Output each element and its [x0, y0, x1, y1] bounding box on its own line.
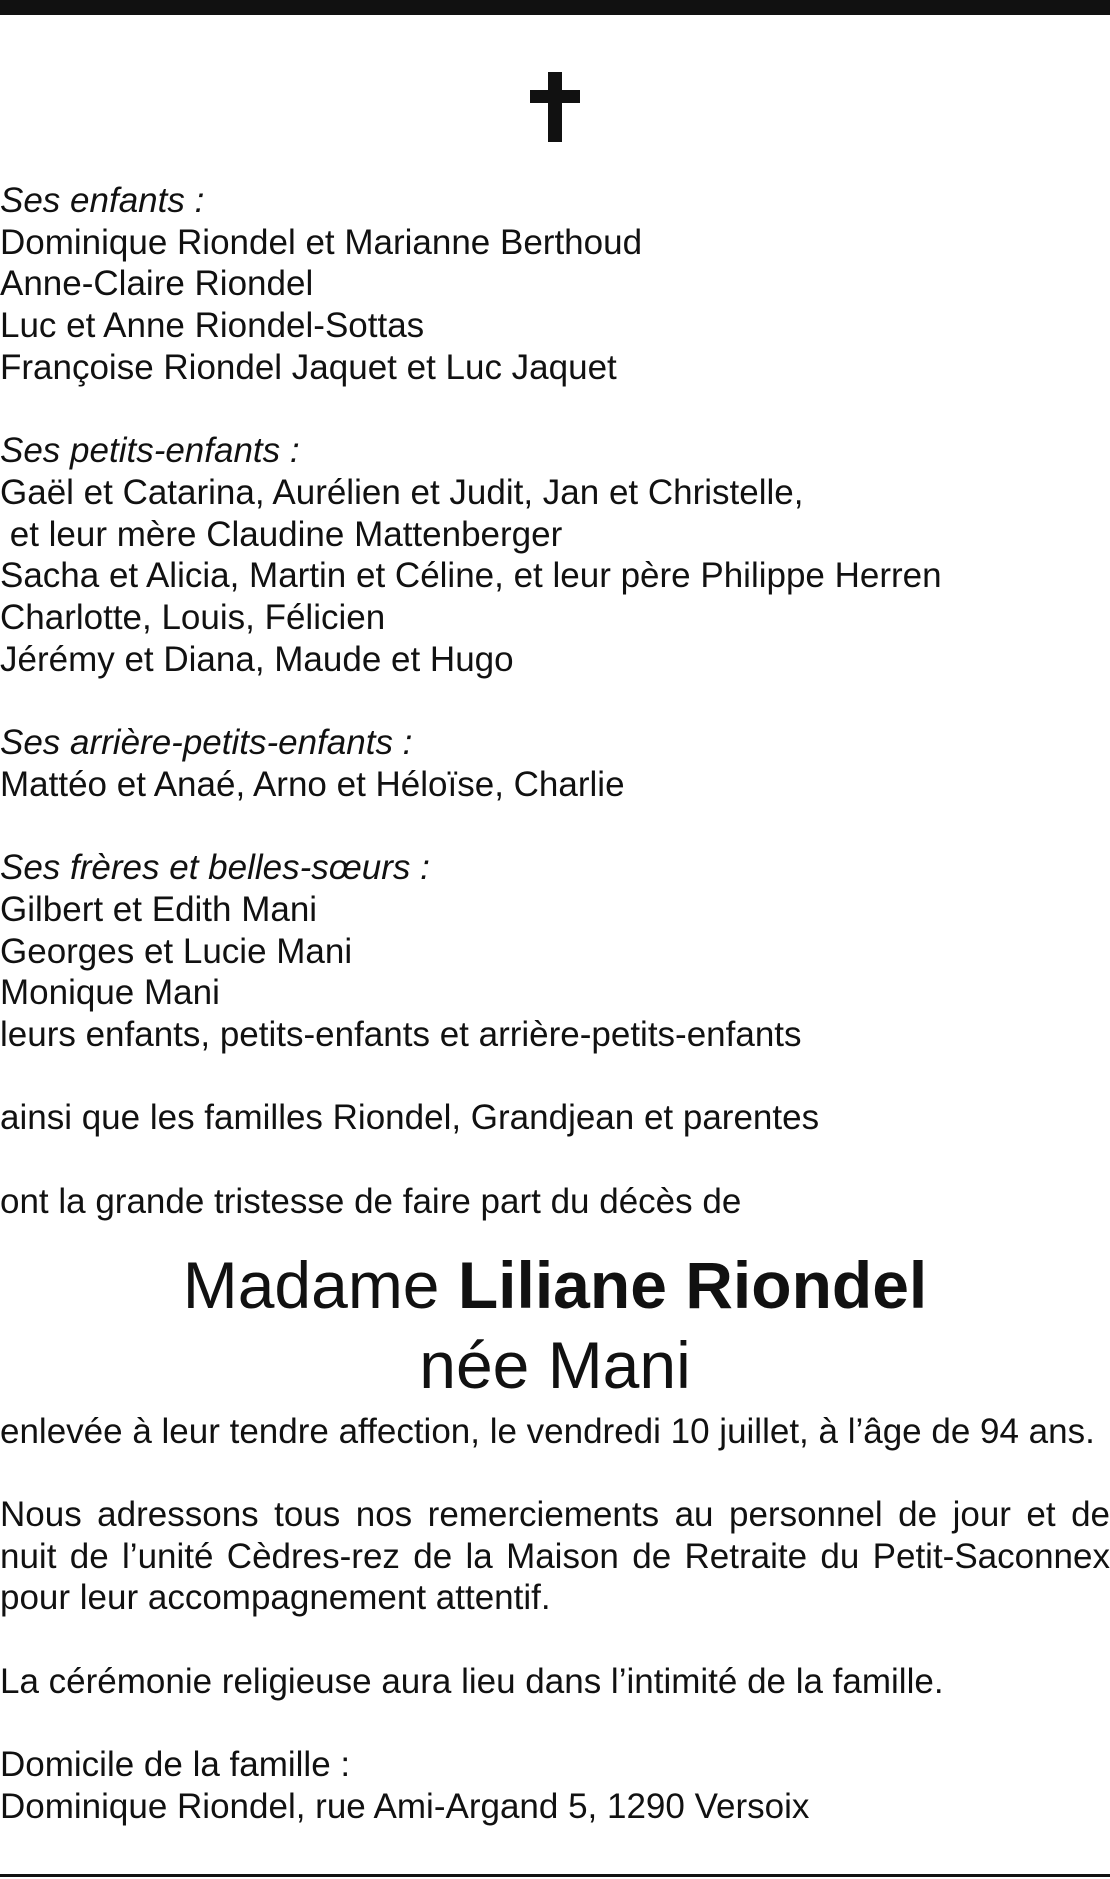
domicile-label: Domicile de la famille : — [0, 1745, 351, 1785]
section-heading: Ses frères et belles-sœurs : — [0, 848, 430, 888]
family-line: Sacha et Alicia, Martin et Céline, et leur père Philippe Herren — [0, 556, 942, 596]
deceased-prefix: Madame — [182, 1247, 440, 1322]
section-children — [0, 180, 1110, 389]
family-line: leurs enfants, petits-enfants et arrière-petits-enfants — [0, 1015, 802, 1055]
family-line: Georges et Lucie Mani — [0, 931, 353, 971]
family-line: Françoise Riondel Jaquet et Luc Jaquet — [0, 347, 617, 387]
announcement-line: ont la grande tristesse de faire part du décès de — [0, 1181, 742, 1221]
family-line: Monique Mani — [0, 973, 220, 1013]
family-line: Anne-Claire Riondel — [0, 264, 314, 304]
section-grandchildren — [0, 430, 1110, 680]
family-line: Luc et Anne Riondel-Sottas — [0, 306, 425, 346]
deceased-maiden-name: née Mani — [419, 1327, 691, 1402]
family-line: Dominique Riondel et Marianne Berthoud — [0, 222, 643, 262]
top-rule — [0, 0, 1110, 15]
thanks-paragraph: Nous adressons tous nos remerciements au personnel de jour et de nuit de l’unité Cèdres-rez de la Maison de Retraite du Petit-Saconnex pour leur accompagnement attentif. — [0, 1494, 1110, 1618]
family-line: Mattéo et Anaé, Arno et Héloïse, Charlie — [0, 764, 625, 804]
family-line: Charlotte, Louis, Félicien — [0, 598, 386, 638]
section-great-grandchildren — [0, 722, 1110, 805]
family-line: Jérémy et Diana, Maude et Hugo — [0, 639, 514, 679]
passing-line: enlevée à leur tendre affection, le vendredi 10 juillet, à l’âge de 94 ans. — [0, 1411, 1095, 1451]
obituary-body — [0, 180, 1110, 1827]
family-line: et leur mère Claudine Mattenberger — [0, 514, 563, 554]
bottom-rule — [0, 1874, 1110, 1877]
section-heading: Ses petits-enfants : — [0, 431, 300, 471]
deceased-full-name: Liliane Riondel — [457, 1247, 928, 1322]
family-line: Gilbert et Edith Mani — [0, 889, 318, 929]
deceased-name-block — [0, 1245, 1110, 1405]
section-heading: Ses enfants : — [0, 181, 205, 220]
family-line: Gaël et Catarina, Aurélien et Judit, Jan et Christelle, — [0, 472, 804, 512]
deceased-name — [0, 1245, 1110, 1325]
section-heading: Ses arrière-petits-enfants : — [0, 723, 413, 763]
families-line: ainsi que les familles Riondel, Grandjean et parentes — [0, 1098, 820, 1138]
section-siblings — [0, 847, 1110, 1056]
domicile-address: Dominique Riondel, rue Ami-Argand 5, 1290 Versoix — [0, 1786, 810, 1826]
latin-cross-icon — [530, 72, 580, 142]
ceremony-line: La cérémonie religieuse aura lieu dans l’intimité de la famille. — [0, 1661, 944, 1701]
